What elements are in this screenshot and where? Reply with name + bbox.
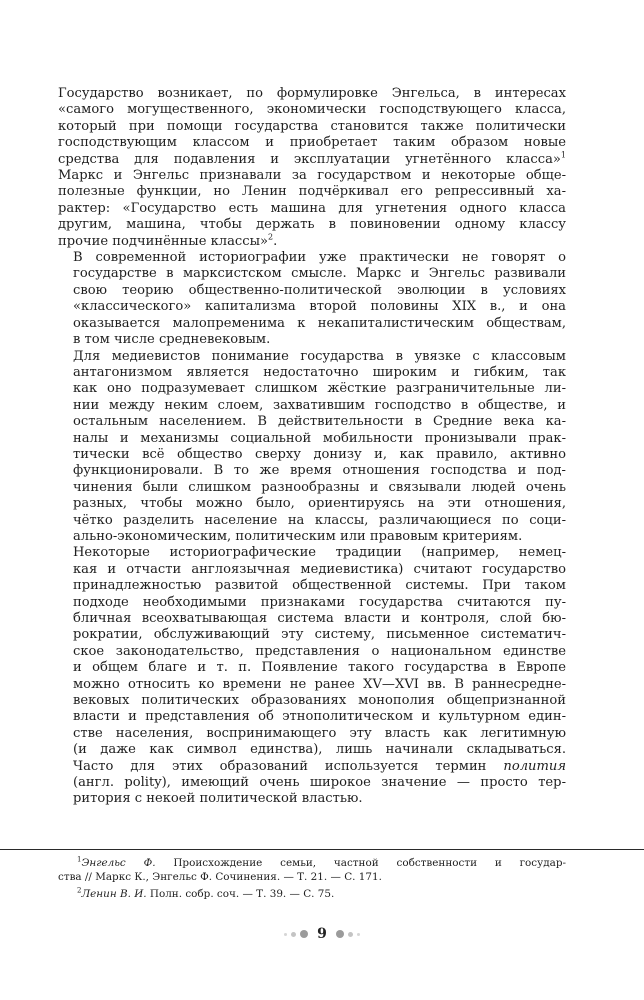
line-text: в том числе средневековым. <box>73 332 271 348</box>
line-text: Для медиевистов понимание государства в увязке с классовым <box>73 348 566 364</box>
line-text: другим, машина, чтобы держать в повиновении одному классу <box>58 217 566 233</box>
text-line <box>58 283 566 299</box>
line-text: разных, чтобы можно было, ориентируясь на эти отношения, <box>73 496 566 512</box>
line-text: Часто для этих образований используется термин <box>73 758 487 774</box>
text-line <box>58 217 566 233</box>
line-text: Маркс и Энгельс признавали за государством и некоторые обще- <box>58 168 566 184</box>
line-text: власти и представления об этнополитическом и культурном един- <box>73 709 566 725</box>
line-text: оказывается малопременима к некапиталистическим обществам, <box>73 315 566 331</box>
decor-dot <box>336 930 344 938</box>
line-text: полезные функции, но Ленин подчёркивал его репрессивный ха- <box>58 184 566 200</box>
text-line <box>58 742 566 758</box>
text-line <box>58 184 566 200</box>
decor-dot <box>357 933 360 936</box>
line-text: ритория с некоей политической властью. <box>73 791 363 807</box>
decor-dot <box>291 932 296 937</box>
line-text: господствующим классом и приобретает таким образом новые <box>58 135 566 151</box>
footnote-line <box>77 856 566 870</box>
line-text: чинения были слишком разнообразны и связывали людей очень <box>73 479 566 495</box>
page-footer <box>0 924 644 944</box>
line-text: нии между неким слоем, захватившим господство в обществе, и <box>73 397 566 413</box>
line-text: ально-экономическим, политическим или правовым критериям. <box>73 528 523 544</box>
line-text: Государство возникает, по формулировке Энгельса, в интересах <box>58 86 566 101</box>
text-line <box>58 627 566 643</box>
footnote-1 <box>58 856 566 870</box>
line-text: рактер: «Государство есть машина для угнетения одного класса <box>58 200 566 216</box>
footnote-text: Полн. собр. соч. — Т. 39. — С. 75. <box>149 888 335 900</box>
text-line <box>58 677 566 693</box>
main-text <box>58 86 566 808</box>
text-line <box>58 709 566 725</box>
text-line <box>58 266 566 282</box>
footnote-number: 1 <box>77 855 82 864</box>
text-line <box>58 86 566 102</box>
footnote-1-cont <box>58 870 566 884</box>
italic-term: полития <box>503 758 566 774</box>
text-line <box>58 398 566 414</box>
line-text: рократии, обслуживающий эту систему, письменное систематич- <box>73 627 566 643</box>
text-line <box>58 332 566 348</box>
text-line <box>58 562 566 578</box>
text-line <box>58 168 566 184</box>
line-text: тически всё общество сверху донизу и, как правило, активно <box>73 446 566 462</box>
line-text: «самого могущественного, экономически господствующего класса, <box>58 102 566 118</box>
line-text: подходе необходимыми признаками государства считаются пу- <box>73 594 566 610</box>
text-line <box>58 431 566 447</box>
text-line <box>58 119 566 135</box>
text-line <box>58 201 566 217</box>
text-line <box>58 595 566 611</box>
footnote-number: 2 <box>77 886 82 895</box>
line-text: остальным населением. В действительности в Средние века ка- <box>73 414 566 430</box>
footnote-ref[interactable]: 1 <box>560 150 566 160</box>
line-text: принадлежностью развитой общественной системы. При таком <box>73 578 566 594</box>
text-line <box>58 447 566 463</box>
text-line <box>58 349 566 365</box>
text-line <box>58 726 566 742</box>
line-text: кая и отчасти англоязычная медиевистика) считают государство <box>73 561 566 577</box>
text-line <box>58 152 566 168</box>
footnote-author: Ленин В. И. <box>81 888 147 900</box>
text-line <box>58 414 566 430</box>
text-line <box>58 791 566 807</box>
line-text: чётко разделить население на классы, различающиеся по соци- <box>73 512 566 528</box>
text-line <box>58 775 566 791</box>
line-text: ское законодательство, представления о национальном единстве <box>73 643 566 659</box>
line-text: (англ. polity), имеющий очень широкое значение — просто тер- <box>73 775 566 791</box>
line-text: антагонизмом является недостаточно широким и гибким, так <box>73 364 566 380</box>
text-line <box>58 316 566 332</box>
line-text: который при помощи государства становится также политически <box>58 118 566 134</box>
text-line <box>58 365 566 381</box>
text-line <box>58 611 566 627</box>
line-text: и общем благе и т. п. Появление такого государства в Европе <box>73 660 566 676</box>
text-line <box>58 545 566 561</box>
line-text: можно относить ко времени не ранее XV—XVI вв. В раннесредне- <box>73 676 566 692</box>
line-text: вековых политических образованиях монополия общепризнанной <box>73 693 566 709</box>
footnotes <box>58 856 566 901</box>
line-text: «классического» капитализма второй половины XIX в., и она <box>73 299 566 315</box>
page-number: 9 <box>317 926 327 942</box>
text-line <box>58 529 566 545</box>
line-text: как оно подразумевает слишком жёсткие разграничительные ли- <box>73 381 566 397</box>
line-text: (и даже как символ единства), лишь начинали складываться. <box>73 742 566 758</box>
line-text: свою теорию общественно-политической эволюции в условиях <box>73 282 566 298</box>
footnote-divider <box>0 849 644 850</box>
line-text: государстве в марксистском смысле. Маркс и Энгельс развивали <box>73 266 566 282</box>
text-line <box>58 250 566 266</box>
footnote-author: Энгельс Ф. <box>81 857 156 869</box>
line-text: средства для подавления и эксплуатации угнетённого класса» <box>58 151 561 167</box>
line-text: В современной историографии уже практически не говорят о <box>73 250 566 266</box>
text-line <box>58 759 566 775</box>
paragraph <box>58 86 566 250</box>
text-line <box>58 299 566 315</box>
decor-dot <box>300 930 308 938</box>
text-line <box>58 381 566 397</box>
line-text: бличная всеохватывающая система власти и контроля, слой бю- <box>73 611 566 626</box>
text-line <box>58 102 566 118</box>
decor-dot <box>348 932 353 937</box>
paragraph <box>58 250 566 348</box>
footnote-line: ства // Маркс К., Энгельс Ф. Сочинения. — Т. 21. — С. 171. <box>58 871 382 883</box>
text-line <box>58 644 566 660</box>
decor-dot <box>284 933 287 936</box>
text-line <box>58 463 566 479</box>
text-line <box>58 693 566 709</box>
paragraph <box>58 545 566 808</box>
line-text: прочие подчинённые классы» <box>58 233 269 249</box>
line-text: стве населения, воспринимающего эту власть как легитимную <box>73 725 566 741</box>
line-text: налы и механизмы социальной мобильности пронизывали прак- <box>73 430 566 446</box>
footnote-ref[interactable]: 2 <box>268 232 274 242</box>
text-line <box>58 480 566 496</box>
line-text: функционировали. В то же время отношения господства и под- <box>73 463 566 479</box>
footnote-line <box>77 887 566 901</box>
text-line <box>58 135 566 151</box>
footnote-2 <box>58 887 566 901</box>
paragraph <box>58 349 566 546</box>
line-text: Некоторые историографические традиции (например, немец- <box>73 545 566 561</box>
footnote-text: Происхождение семьи, частной собственности и государ- <box>173 857 566 869</box>
text-line <box>58 496 566 512</box>
text-line <box>58 513 566 529</box>
text-line: прочие подчинённые классы»$^2$. <box>58 232 278 249</box>
text-line <box>58 578 566 594</box>
text-line <box>58 660 566 676</box>
